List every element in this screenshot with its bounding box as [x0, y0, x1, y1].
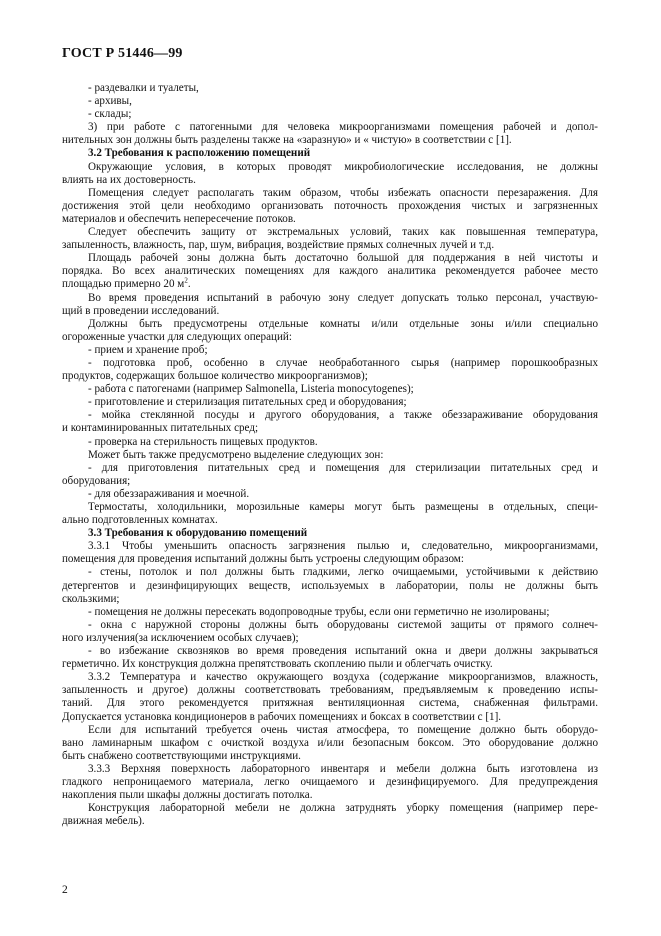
page-header: ГОСТ Р 51446—99 — [62, 46, 183, 61]
text-line: Должны быть предусмотрены отдельные комнаты и/или отдельные зоны и/или специально — [88, 317, 598, 330]
paragraph — [62, 161, 598, 187]
text-line: 3.3.3 Верхняя поверхность лабораторного инвентаря и мебели должна быть изготовлена из — [88, 762, 598, 775]
text-line: таний. Для этого рекомендуется притяжная вентиляционная система, снабженная фильтрами. — [62, 697, 598, 710]
document-body — [62, 82, 598, 828]
paragraph — [62, 344, 598, 357]
text-line: Во время проведения испытаний в рабочую зону следует допускать только персонал, участвую- — [88, 291, 598, 304]
paragraph — [62, 462, 598, 488]
paragraph — [62, 802, 598, 828]
text-line: - подготовка проб, особенно в случае необработанного сырья (например порошкообразных — [88, 356, 598, 369]
text-line: Может быть также предусмотрено выделение следующих зон: — [88, 448, 384, 461]
paragraph — [62, 409, 598, 435]
text-line: Конструкция лабораторной мебели не должна затруднять уборку помещения (например пере- — [88, 802, 598, 815]
text-line: запыленность, влажность, пар, шум, вибрация, воздействие прямых солнечных лучей и т.д. — [62, 239, 495, 252]
text-line: площадью примерно 20 $м^2$. — [62, 276, 191, 291]
paragraph — [62, 108, 598, 121]
text-tail: . — [187, 278, 191, 291]
text-line: вано ламинарным шкафом с очисткой воздуха и/или безопасным боксом. Это оборудование должно — [62, 736, 598, 749]
paragraph — [62, 540, 598, 566]
paragraph — [62, 671, 598, 723]
paragraph — [62, 619, 598, 645]
paragraph — [62, 95, 598, 108]
text-line: детергентов и дезинфицирующих веществ, используемых в лаборатории, полы не должны быть — [62, 579, 598, 592]
text-line: огороженные участки для следующих операций: — [62, 330, 292, 343]
paragraph — [62, 383, 598, 396]
paragraph — [62, 645, 598, 671]
paragraph — [62, 357, 598, 383]
paragraph — [62, 724, 598, 763]
text-line: - прием и хранение проб; — [88, 343, 208, 356]
text-line: порядка. Во всех аналитических помещениях для каждого аналитика рекомендуется рабочее место — [62, 265, 598, 278]
text-line: накопления пыли шкафы должны достигать потолка. — [62, 789, 313, 802]
text-line: 3.2 Требования к расположению помещений — [88, 147, 311, 160]
paragraph — [62, 82, 598, 95]
text-line: Термостаты, холодильники, морозильные камеры могут быть размещены в отдельных, специ- — [88, 501, 598, 513]
paragraph — [62, 252, 598, 291]
text-line: - для приготовления питательных сред и помещения для стерилизации питательных сред и — [88, 461, 598, 474]
page-number: 2 — [62, 884, 68, 896]
paragraph — [62, 292, 598, 318]
text-line: быть снабжено соответствующими инструкциями. — [62, 749, 301, 762]
text-line: Окружающие условия, в которых проводят микробиологические исследования, не должны — [88, 160, 598, 173]
paragraph — [62, 606, 598, 619]
text-line: - приготовление и стерилизация питательных сред и оборудования; — [88, 396, 407, 409]
text-line: щий в проведении исследований. — [62, 304, 220, 317]
text-line: - окна с наружной стороны должны быть оборудованы системой защиты от прямого солнеч- — [88, 618, 598, 631]
text-line: движная мебель). — [62, 815, 145, 828]
superscript: 2 — [184, 276, 188, 285]
text-line: Площадь рабочей зоны должна быть достаточно большой для поддержания в ней чистоты и — [88, 252, 598, 265]
text-line: - для обеззараживания и моечной. — [88, 487, 250, 500]
text-line: - архивы, — [88, 95, 132, 108]
text-line: достижения этой цели необходимо организовать поточность прохождения чистых и загрязненных — [62, 199, 598, 212]
paragraph — [62, 436, 598, 449]
text-line: влиять на их достоверность. — [62, 173, 196, 186]
paragraph — [62, 396, 598, 409]
text-line: продуктов, содержащих большое количество микроорганизмов); — [62, 370, 368, 383]
paragraph — [62, 566, 598, 605]
paragraph — [62, 763, 598, 802]
paragraph — [62, 187, 598, 226]
text-line: нительных зон должны быть разделены также на «заразную» и « чистую» в соответствии с [1]. — [62, 134, 512, 147]
text-line: оборудования; — [62, 474, 131, 487]
text-line: помещения для проведения испытаний должны быть устроены следующим образом: — [62, 553, 464, 566]
text-line: Помещения следует располагать таким образом, чтобы избежать опасности перезаражения. Для — [88, 186, 598, 199]
paragraph — [62, 121, 598, 147]
text-line: 3.3.1 Чтобы уменьшить опасность загрязнения пылью и, следовательно, микроорганизмами, — [88, 540, 598, 553]
text-line: ного излучения(за исключением особых случаев); — [62, 631, 299, 644]
text-line: Если для испытаний требуется очень чистая атмосфера, то помещение должно быть оборудо- — [88, 723, 598, 736]
text-line: герметично. Их конструкция должна препятствовать скоплению пыли и облегчать очистку. — [62, 658, 493, 671]
text-line: - раздевалки и туалеты, — [88, 82, 199, 94]
text-line: - помещения не должны пересекать водопроводные трубы, если они герметично не изолированы; — [88, 605, 550, 618]
text-line: Следует обеспечить защиту от экстремальных условий, таких как повышенная температура, — [88, 226, 598, 239]
text-line: гладкого непроницаемого материала, легко очищаемого и дезинфицируемого. Для предупреждения — [62, 775, 598, 788]
text-line: 3) при работе с патогенными для человека микроорганизмами помещения рабочей и допол- — [88, 121, 598, 134]
section-heading — [62, 527, 598, 540]
text-line: материалов и обеспечить непересечение потоков. — [62, 212, 296, 225]
section-heading — [62, 147, 598, 160]
text-line: запыленность и другое) должны соответствовать требованиям, предъявляемым к проведению испы- — [62, 684, 598, 697]
paragraph — [62, 226, 598, 252]
text-line: 3.3.2 Температура и качество окружающего воздуха (содержание микроорганизмов, влажность, — [88, 671, 598, 684]
text-line: - работа с патогенами (например Salmonella, Listeria monocytogenes); — [88, 383, 414, 396]
paragraph — [62, 318, 598, 344]
text-line: - склады; — [88, 108, 132, 121]
text-line: - во избежание сквозняков во время проведения испытаний окна и двери должны закрываться — [88, 645, 598, 658]
paragraph — [62, 501, 598, 527]
text-line: и контаминированных питательных сред; — [62, 422, 259, 435]
text-line: Допускается установка кондиционеров в рабочих помещениях и боксах в соответствии с [1]. — [62, 710, 502, 723]
text-line: - проверка на стерильность пищевых продуктов. — [88, 435, 318, 448]
text-line: - стены, потолок и пол должны быть гладкими, легко очищаемыми, устойчивыми к действию — [88, 566, 598, 579]
paragraph — [62, 449, 598, 462]
text-line: ально подготовленных комнатах. — [62, 514, 218, 527]
text-line: 3.3 Требования к оборудованию помещений — [88, 527, 308, 540]
text-line: - мойка стеклянной посуды и другого оборудования, а также обеззараживание оборудования — [88, 409, 598, 422]
text-line: скользкими; — [62, 592, 120, 605]
paragraph — [62, 488, 598, 501]
